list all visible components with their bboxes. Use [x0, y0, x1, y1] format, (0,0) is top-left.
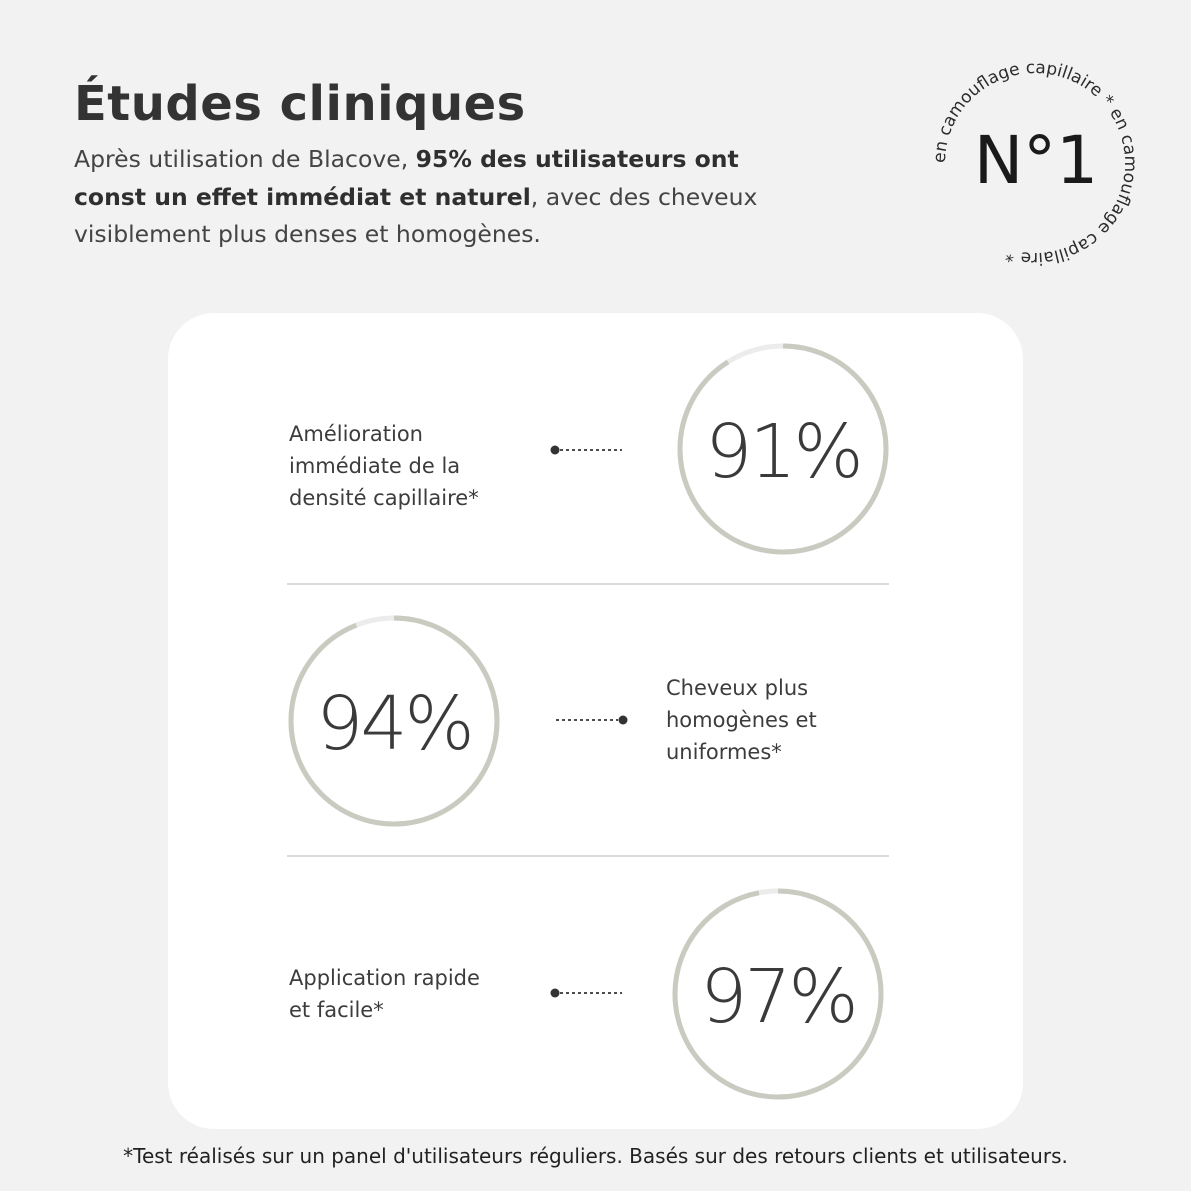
stat-ring-94 [284, 611, 504, 831]
intro-highlight: 95% des utilisateurs ont const un effet immédiat et naturel [74, 145, 739, 211]
seal-ring-text: en camouflage capillaire * en camouflage capillaire * [929, 57, 1141, 269]
stat-ring-91 [673, 339, 893, 559]
no1-seal-badge [928, 56, 1142, 270]
stat-value-91: 91% [705, 409, 861, 495]
stat-value-97: 97% [700, 954, 856, 1040]
page-title: Études cliniques [74, 76, 526, 132]
row-divider-2 [287, 855, 889, 857]
stat-ring-97 [668, 884, 888, 1104]
stat-value-94: 94% [316, 681, 472, 767]
row-divider-1 [287, 583, 889, 585]
connector-line-3 [548, 986, 628, 1000]
stat-label-application: Application rapide et facile* [289, 966, 480, 1022]
intro-text-end: , avec des cheveux visiblement plus denses et homogènes. [74, 182, 758, 248]
connector-line-1 [548, 443, 628, 457]
stat-label-homogeneous: Cheveux plus homogènes et uniformes* [666, 676, 817, 764]
stat-label-density: Amélioration immédiate de la densité capillaire* [289, 422, 479, 510]
connector-line-2 [552, 713, 632, 727]
intro-paragraph [74, 141, 814, 254]
intro-text-start: Après utilisation de Blacove, [74, 145, 416, 173]
footnote: *Test réalisés sur un panel d'utilisateurs réguliers. Basés sur des retours clients et utilisateurs. [123, 1144, 1068, 1168]
seal-number: N°1 [973, 122, 1099, 199]
